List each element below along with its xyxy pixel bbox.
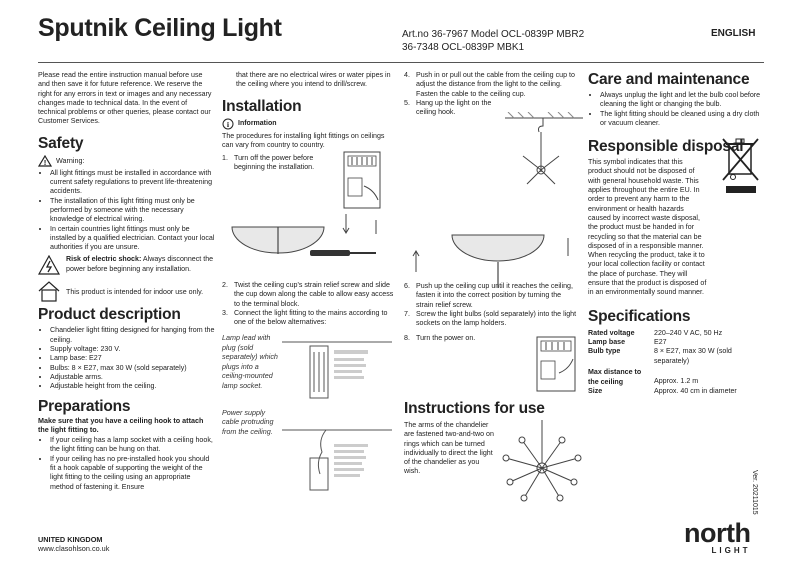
installation-continuation: that there are no electrical wires or water pipes in the ceiling where you intend to drill/screw. [236,71,391,89]
info-icon [222,118,234,130]
alternative-2-text: Power supply cable protruding from the ceiling. [222,407,274,436]
disposal-text: This symbol indicates that this product should not be disposed of with general household waste. This applies throughout the entire EU. In order to prevent any harm to the environment or health hazards caused by incorrect waste disposal, the product must be handed in for recycling so that the material can be disposed of in a responsible manner. When recycling the product, take it to your local collection facility or contact the place of purchase. They will ensure that the product is disposed of in an environmentally sound manner. [588,158,707,297]
step-number: 5. [404,98,410,107]
column-4 [588,71,764,396]
spec-row [588,387,764,396]
info-row [222,118,394,130]
alternative-1-text: Lamp lead with plug (sold separately) which plugs into a ceiling-mounted lamp socket. [222,333,278,390]
spec-value: Approx. 40 cm in diameter [654,387,737,396]
install-step-7 [404,310,579,329]
list-item: • If your ceiling has a lamp socket with a ceiling hook, the light fitting can be hung on that. [50,436,216,455]
power-on-fuse-illustration [533,333,579,395]
specifications-heading: Specifications [588,307,691,325]
list-item: • If your ceiling has no pre-installed hook you should fit a hook capable of supporting the weight of the light fitting to the ceiling using an appropriate method of fastening it. Ensure [50,455,216,492]
step-text: Hang up the light on the ceiling hook. [416,98,492,117]
care-heading: Care and maintenance [588,71,750,88]
install-step-4 [404,71,579,99]
care-list [588,91,764,128]
warning-icon [38,155,52,167]
preparations-lead: Make sure that you have a ceiling hook to attach the light fitting to. [38,415,204,434]
list-item: • Lamp base: E27 [50,354,216,363]
north-light-logo [684,520,750,555]
spec-row [588,338,764,347]
step-text: Push up the ceiling cup until it reaches the ceiling, fasten it into the correct position by turning the strain relief screw. [416,282,573,309]
spec-value: Approx. 1.2 m [654,377,699,386]
wiring-diagram-1 [282,336,392,406]
list-item: • The light fitting should be cleaned using a dry cloth or vacuum cleaner. [600,110,764,129]
spec-value: E27 [654,338,667,347]
shock-text: Always disconnect the power before beginning any installation. [66,255,214,273]
ceiling-cup-illustration-1 [226,212,394,272]
spec-row [588,329,764,338]
list-item: • Supply voltage: 230 V. [50,345,216,354]
indoor-house-icon [38,280,60,302]
spec-value: 220–240 V AC, 50 Hz [654,328,723,337]
step-text: Turn the power on. [416,334,476,343]
weee-bin-icon [720,136,762,196]
column-1 [38,71,216,492]
footer-country: UNITED KINGDOM [38,535,103,544]
hanging-light-illustration [505,112,583,192]
warning-row [38,155,216,167]
preparations-heading: Preparations [38,397,131,415]
list-item: • Bulbs: 8 × E27, max 30 W (sold separately) [50,364,216,373]
install-step-2 [222,281,394,309]
step-text: Screw the light bulbs (sold separately) into the light sockets on the lamp holders. [416,309,577,328]
intro-text: Please read the entire instruction manual before use and then save it for future reference. We reserve the right for any errors in text or images and any necessary changes made to technical data. In the event of technical problems or other queries, please contact our Customer Services. [38,71,212,126]
spec-key: Lamp base [588,338,626,347]
safety-list [38,169,216,253]
indoor-notice [38,280,216,302]
install-step-6 [404,282,579,310]
product-list [38,326,216,391]
list-item: • Adjustable arms. [50,373,216,382]
install-step-3 [222,309,394,328]
step-number: 1. [222,154,228,163]
indoor-text: This product is intended for indoor use only. [66,288,204,297]
info-text: The procedures for installing light fittings on ceilings can vary from country to country. [222,131,385,149]
fuse-box-illustration [340,148,384,212]
list-item: • The installation of this light fitting must only be performed by someone with the necessary knowledge of electrical wiring. [50,197,216,225]
shock-warning [38,255,216,275]
warning-label: Warning: [56,156,85,166]
page-title: Sputnik Ceiling Light [38,14,282,42]
svg-text:i: i [227,120,229,129]
step-text: Push in or pull out the cable from the ceiling cup to adjust the distance from the light to the ceiling. Fasten the cable to the ceiling cup. [416,71,575,98]
art-line-2: 36-7348 OCL-0839P MBK1 [402,42,525,53]
spec-value: 8 × E27, max 30 W (sold separately) [654,347,732,365]
step-number: 2. [222,281,228,289]
svg-text:!: ! [43,159,47,167]
shock-label: Risk of electric shock: [66,255,142,264]
step-number: 4. [404,71,410,79]
product-heading: Product description [38,306,181,324]
list-item: • Chandelier light fitting designed for hanging from the ceiling. [50,326,216,345]
safety-heading: Safety [38,134,84,152]
specifications-table [588,329,764,397]
column-3 [404,71,579,117]
step-text: Turn off the power before beginning the installation. [234,154,315,172]
spec-key: Size [588,387,603,396]
step-number: 7. [404,309,410,318]
spec-row [588,347,764,366]
logo-main-text: north [684,518,751,548]
language-label: ENGLISH [711,28,756,39]
info-label: Information [238,120,277,128]
list-item: • Always unplug the light and let the bulb cool before cleaning the light or changing the bulb. [600,91,764,110]
step-number: 6. [404,282,410,290]
list-item: • All light fittings must be installed in accordance with current safety regulations to prevent life-threatening accidents. [50,169,216,197]
list-item: • Adjustable height from the ceiling. [50,382,216,391]
step-number: 8. [404,334,410,343]
spec-key: Bulb type [588,347,621,356]
header-divider [38,62,764,63]
electric-shock-icon [38,255,60,275]
spec-row [588,368,764,387]
step-text: Connect the light fitting to the mains according to one of the below alternatives: [234,308,388,327]
spec-key: Max distance to the ceiling [588,368,642,386]
step-number: 3. [222,308,228,317]
chandelier-illustration [500,420,584,504]
installation-heading: Installation [222,97,302,115]
step-text: Twist the ceiling cup's strain relief screw and slide the cup down along the cable to allow easy access to the terminal block. [234,281,394,308]
preparations-list [38,436,216,492]
article-numbers [402,28,584,54]
art-line-1: Art.no 36-7967 Model OCL-0839P MBR2 [402,29,585,40]
spec-key: Rated voltage [588,328,635,337]
disposal-heading: Responsible disposal [588,138,744,156]
list-item: • In certain countries light fittings must only be installed by a qualified electrician. Contact your local authorities if you are unsure. [50,225,216,253]
instructions-heading: Instructions for use [404,400,545,417]
footer-website[interactable]: www.clasohlson.co.uk [38,544,110,553]
version-label: Ver. 20211015 [751,470,758,515]
wiring-diagram-2 [282,424,392,494]
instructions-text: The arms of the chandelier are fastened two-and-two on rings which can be turned individually to direct the light of the chandelier as you wish. [404,421,494,476]
logo-sub-text: LIGHT [711,546,751,555]
